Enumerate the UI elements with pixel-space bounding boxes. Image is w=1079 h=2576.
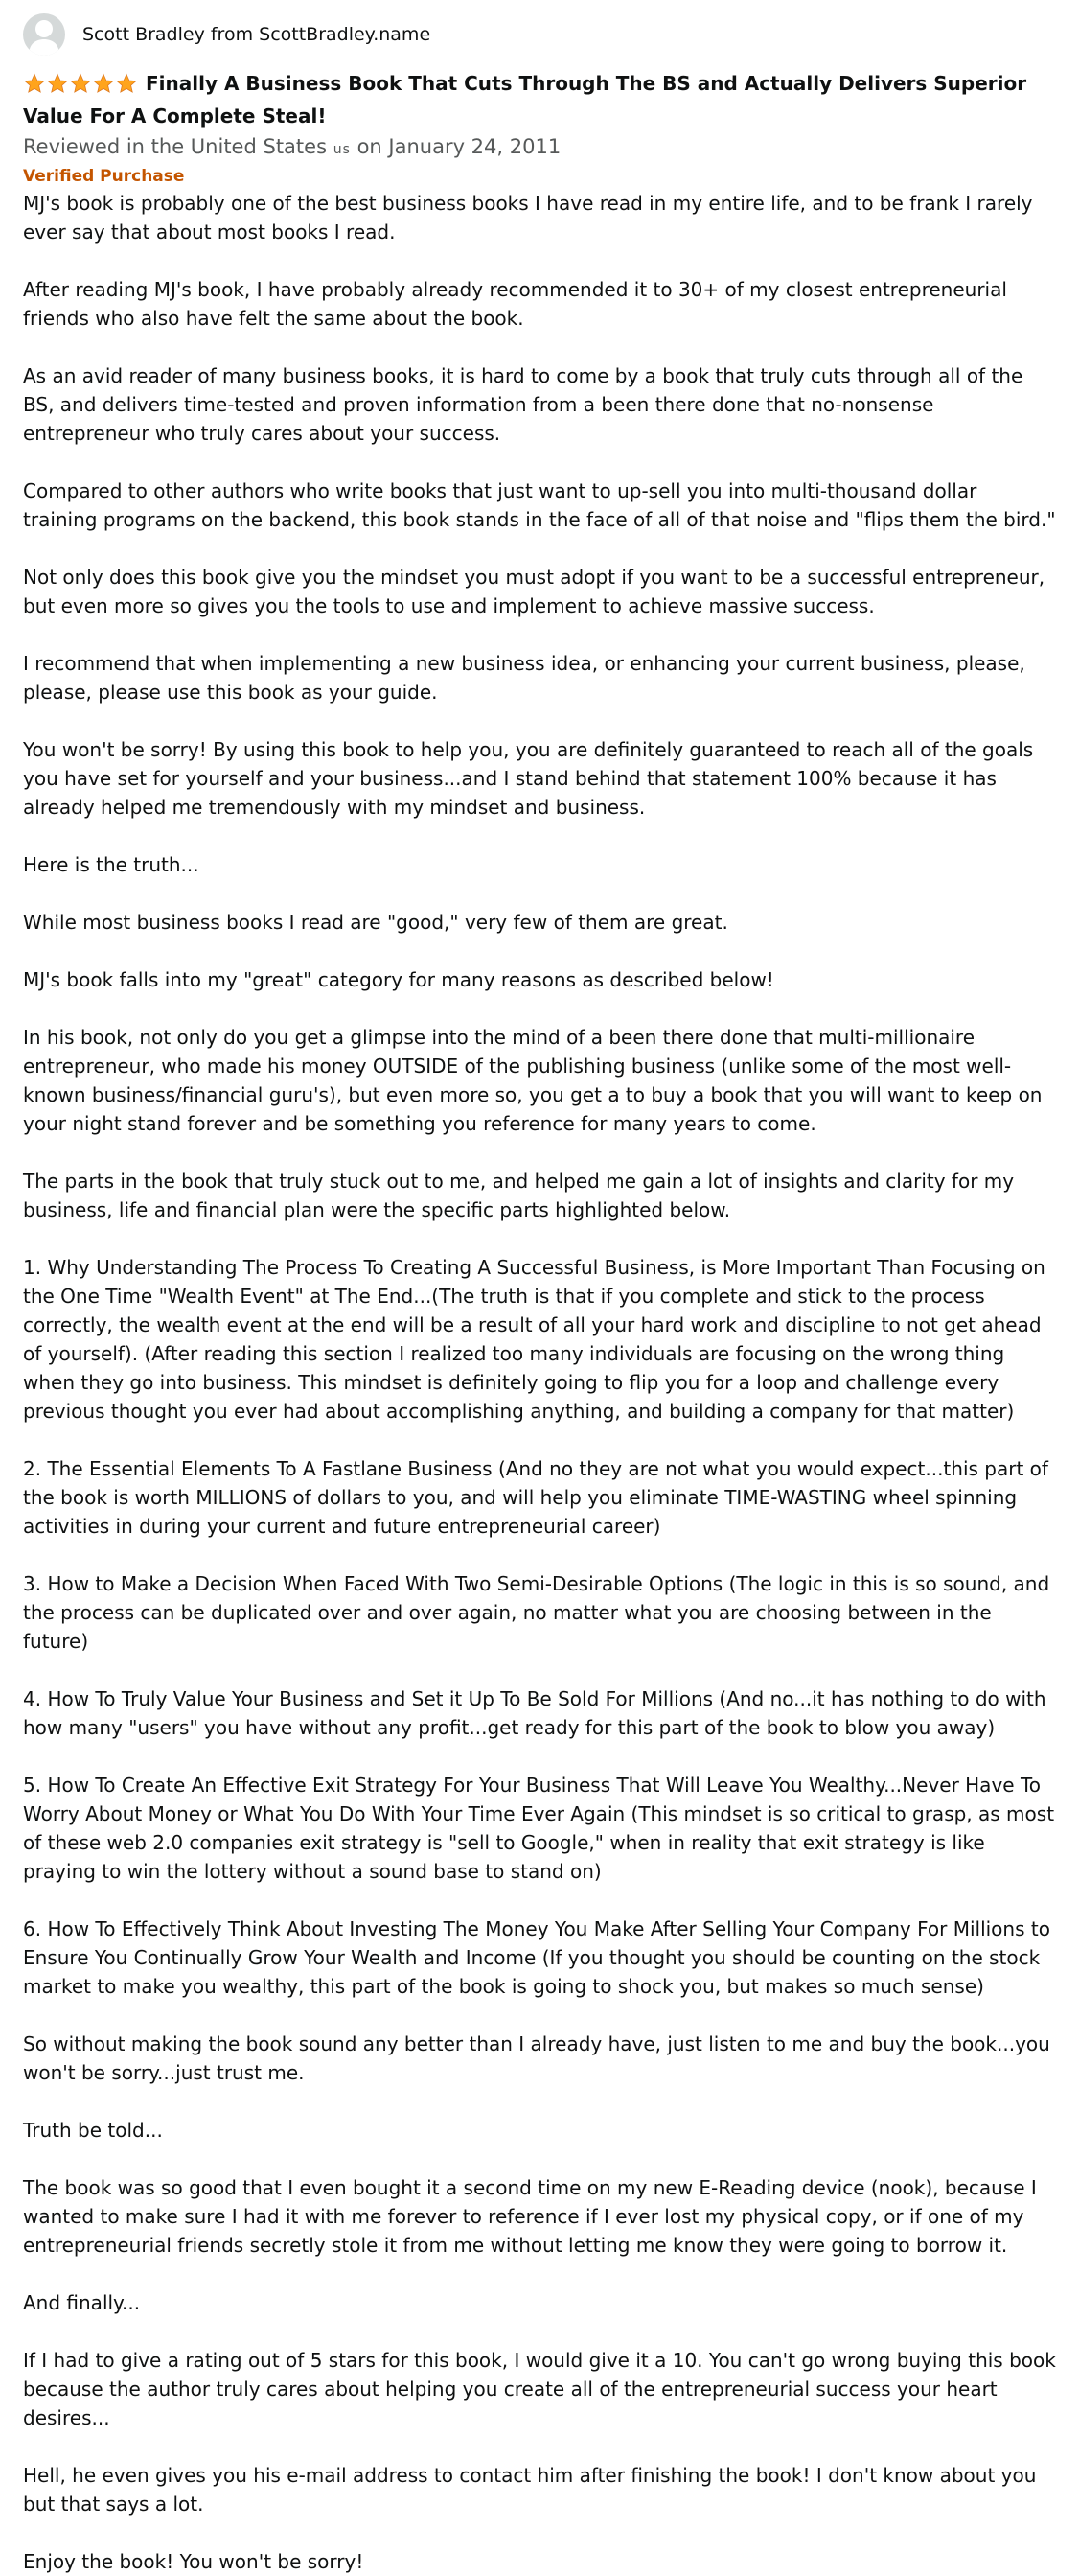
review-paragraph: While most business books I read are "good," very few of them are great. bbox=[23, 911, 728, 934]
review-paragraph: I recommend that when implementing a new business idea, or enhancing your current business, please, please, please use this book as your guide. bbox=[23, 652, 1025, 704]
review-paragraph: In his book, not only do you get a glimpse into the mind of a been there done that multi-millionaire entrepreneur, who made his money OUTSIDE of the publishing business (unlike some of the most well-known business/financial guru's), but even more so, you get a to buy a book that you will want to keep on your night stand forever and be something you reference for many years to come. bbox=[23, 1026, 1043, 1135]
review-paragraph: The parts in the book that truly stuck out to me, and helped me gain a lot of insights and clarity for my business, life and financial plan were the specific parts highlighted below. bbox=[23, 1170, 1015, 1221]
review-paragraph: Here is the truth... bbox=[23, 853, 199, 876]
review-meta-prefix: Reviewed in the United States bbox=[23, 135, 328, 158]
review-title[interactable]: Finally A Business Book That Cuts Through The BS and Actually Delivers Superior Value For A Complete Steal! bbox=[23, 72, 1027, 128]
review-paragraph: After reading MJ's book, I have probably already recommended it to 30+ of my closest entrepreneurial friends who also have felt the same about the book. bbox=[23, 278, 1007, 330]
review-date bbox=[23, 132, 1056, 164]
review-paragraph: You won't be sorry! By using this book to help you, you are definitely guaranteed to reach all of the goals you have set for yourself and your business...and I stand behind that statement 100% because it has already helped me tremendously with my mindset and business. bbox=[23, 738, 1034, 819]
review-paragraph: MJ's book falls into my "great" category for many reasons as described below! bbox=[23, 968, 774, 991]
review-paragraph: If I had to give a rating out of 5 stars for this book, I would give it a 10. You can't go wrong buying this book because the author truly cares about helping you create all of the entrepreneurial success your heart desires... bbox=[23, 2349, 1056, 2429]
review-paragraph: As an avid reader of many business books, it is hard to come by a book that truly cuts through all of the BS, and delivers time-tested and proven information from a been there done that no-nonsense entrepreneur who truly cares about your success. bbox=[23, 364, 1023, 445]
review-paragraph: 1. Why Understanding The Process To Creating A Successful Business, is More Important Than Focusing on the One Time "Wealth Event" at The End...(The truth is that if you complete and stick to the process correctly, the wealth event at the end will be a result of all your hard work and discipline to not get ahead of yourself). (After reading this section I realized too many individuals are focusing on the wrong thing when they go into business. This mindset is definitely going to flip you for a loop and challenge every previous thought you ever had about accomplishing anything, and building a company for that matter) bbox=[23, 1256, 1045, 1423]
star-icon bbox=[115, 73, 138, 94]
review-paragraph: MJ's book is probably one of the best business books I have read in my entire life, and to be frank I rarely ever say that about most books I read. bbox=[23, 192, 1033, 244]
reviewer-name[interactable]: Scott Bradley from ScottBradley.name bbox=[82, 24, 431, 45]
review-paragraph: 4. How To Truly Value Your Business and Set it Up To Be Sold For Millions (And no...it has nothing to do with how many "users" you have without any profit...get ready for this part of the book to blow you away) bbox=[23, 1687, 1046, 1739]
star-icon bbox=[92, 73, 115, 94]
review-paragraph: 6. How To Effectively Think About Investing The Money You Make After Selling Your Company For Millions to Ensure You Continually Grow Your Wealth and Income (If you thought you should be counting on the stock market to make you wealthy, this part of the book is going to shock you, but makes so much sense) bbox=[23, 1917, 1050, 1998]
review-body bbox=[23, 189, 1056, 2576]
star-icon bbox=[46, 73, 69, 94]
review-paragraph: Compared to other authors who write books that just want to up-sell you into multi-thousand dollar training programs on the backend, this book stands in the face of all of that noise and "flips them the bird." bbox=[23, 479, 1056, 531]
review-paragraph: Truth be told... bbox=[23, 2119, 163, 2142]
review-paragraph: 3. How to Make a Decision When Faced With Two Semi-Desirable Options (The logic in this is so sound, and the process can be duplicated over and over again, no matter what you are choosing between in the future) bbox=[23, 1572, 1050, 1653]
review-paragraph: Hell, he even gives you his e-mail address to contact him after finishing the book! I don't know about you but that says a lot. bbox=[23, 2464, 1037, 2516]
review-paragraph: The book was so good that I even bought it a second time on my new E-Reading device (nook), because I wanted to make sure I had it with me forever to reference if I ever lost my physical copy, or if one of my entrepreneurial friends secretly stole it from me without letting me know they were going to borrow it. bbox=[23, 2176, 1037, 2257]
review-paragraph: And finally... bbox=[23, 2291, 141, 2314]
star-icon bbox=[69, 73, 92, 94]
default-avatar-icon[interactable] bbox=[23, 13, 65, 56]
star-rating[interactable] bbox=[23, 73, 138, 102]
verified-purchase-badge: Verified Purchase bbox=[23, 167, 185, 186]
review-paragraph: So without making the book sound any better than I already have, just listen to me and buy the book...you won't be sorry...just trust me. bbox=[23, 2032, 1050, 2084]
star-icon bbox=[23, 73, 46, 94]
review-meta-suffix: on January 24, 2011 bbox=[356, 135, 562, 158]
review-paragraph: Enjoy the book! You won't be sorry! bbox=[23, 2550, 364, 2573]
review-paragraph: Not only does this book give you the mindset you must adopt if you want to be a successful entrepreneur, but even more so gives you the tools to use and implement to achieve massive success. bbox=[23, 566, 1045, 617]
review-paragraph: 2. The Essential Elements To A Fastlane Business (And no they are not what you would expect...this part of the book is worth MILLIONS of dollars to you, and will help you eliminate TIME-WASTING wheel spinning activities in during your current and future entrepreneurial career) bbox=[23, 1457, 1048, 1538]
review-title-row bbox=[23, 69, 1056, 130]
reviewer-profile[interactable] bbox=[23, 12, 1056, 58]
review-paragraph: 5. How To Create An Effective Exit Strategy For Your Business That Will Leave You Wealthy...Never Have To Worry About Money or What You Do With Your Time Ever Again (This mindset is so critical to grasp, as most of these web 2.0 companies exit strategy is "sell to Google," when in reality that exit strategy is like praying to win the lottery without a sound base to stand on) bbox=[23, 1774, 1055, 1883]
locale-code: us bbox=[333, 142, 351, 157]
